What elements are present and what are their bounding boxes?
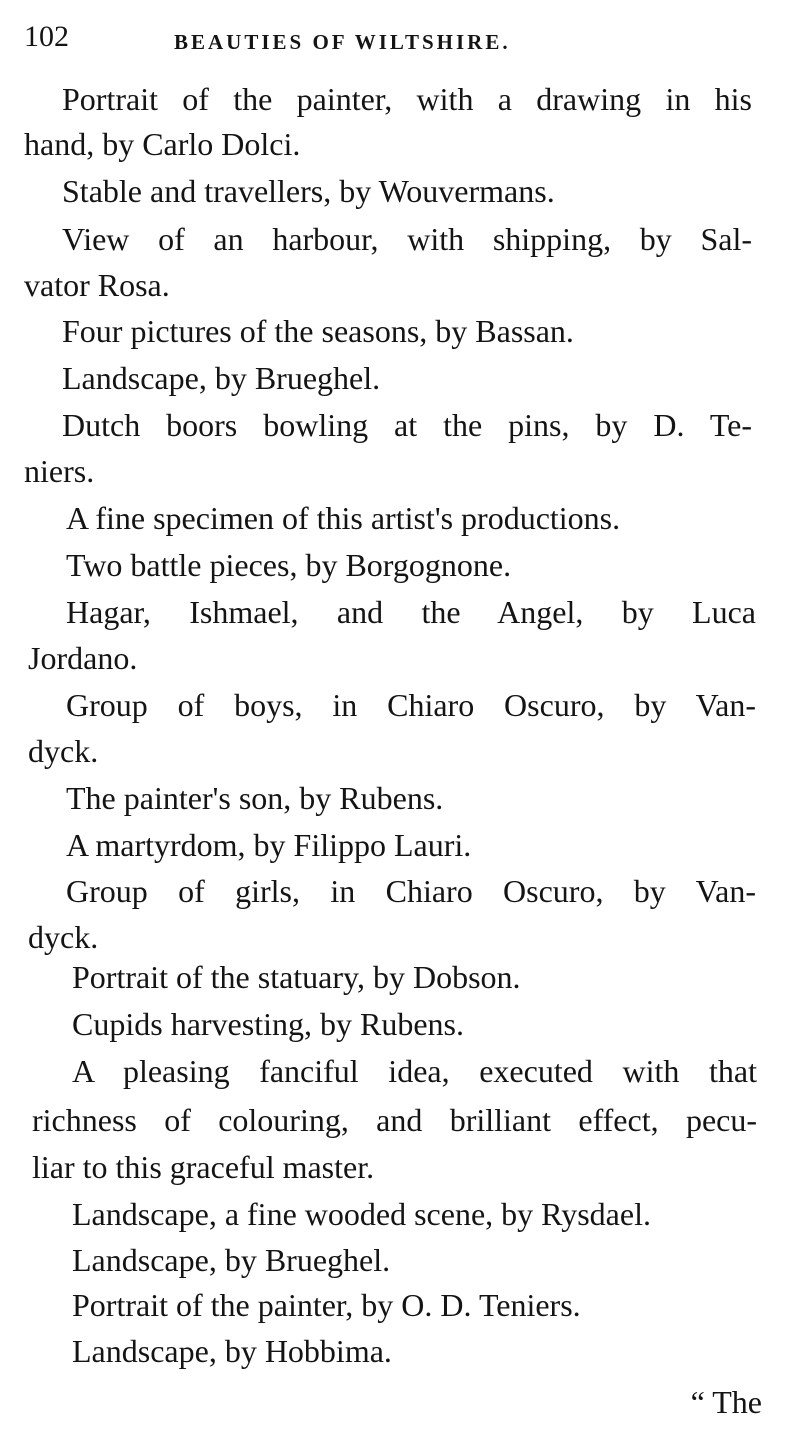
text-line: dyck.	[28, 733, 99, 769]
text-line: liar to this graceful master.	[32, 1149, 375, 1185]
text-line: Jordano.	[28, 640, 138, 676]
page-number: 102	[24, 20, 69, 53]
text-line: Landscape, a fine wooded scene, by Rysdael.	[72, 1196, 651, 1232]
text-line: Two battle pieces, by Borgognone.	[66, 547, 512, 583]
text-line: dyck.	[28, 919, 99, 955]
text-line: The painter's son, by Rubens.	[66, 780, 444, 816]
catchword: “ The	[690, 1384, 762, 1420]
text-line: A martyrdom, by Filippo Lauri.	[66, 827, 472, 863]
text-line: Group of girls, in Chiaro Oscuro, by Van-	[66, 873, 756, 909]
text-line: Portrait of the painter, with a drawing in his	[62, 81, 752, 117]
running-head: BEAUTIES OF WILTSHIRE.	[174, 30, 511, 54]
text-line: Landscape, by Hobbima.	[72, 1333, 392, 1369]
text-line: Landscape, by Brueghel.	[72, 1242, 391, 1278]
text-line: hand, by Carlo Dolci.	[24, 126, 301, 162]
text-line: View of an harbour, with shipping, by Sal-	[62, 221, 752, 257]
text-line: Portrait of the painter, by O. D. Teniers.	[72, 1287, 581, 1323]
text-line: Group of boys, in Chiaro Oscuro, by Van-	[66, 687, 756, 723]
text-line: Cupids harvesting, by Rubens.	[72, 1006, 464, 1042]
text-line: vator Rosa.	[24, 267, 170, 303]
text-line: Stable and travellers, by Wouvermans.	[62, 173, 555, 209]
page-header	[24, 20, 784, 60]
text-line: Landscape, by Brueghel.	[62, 360, 381, 396]
text-line: Dutch boors bowling at the pins, by D. Te-	[62, 407, 752, 443]
text-line: A fine specimen of this artist's productions.	[66, 500, 621, 536]
text-line: Hagar, Ishmael, and the Angel, by Luca	[66, 594, 756, 630]
text-line: niers.	[24, 453, 95, 489]
text-line: richness of colouring, and brilliant effect, pecu-	[32, 1102, 757, 1138]
text-line: Four pictures of the seasons, by Bassan.	[62, 313, 574, 349]
text-line: Portrait of the statuary, by Dobson.	[72, 959, 521, 995]
text-line: A pleasing fanciful idea, executed with that	[72, 1053, 757, 1089]
